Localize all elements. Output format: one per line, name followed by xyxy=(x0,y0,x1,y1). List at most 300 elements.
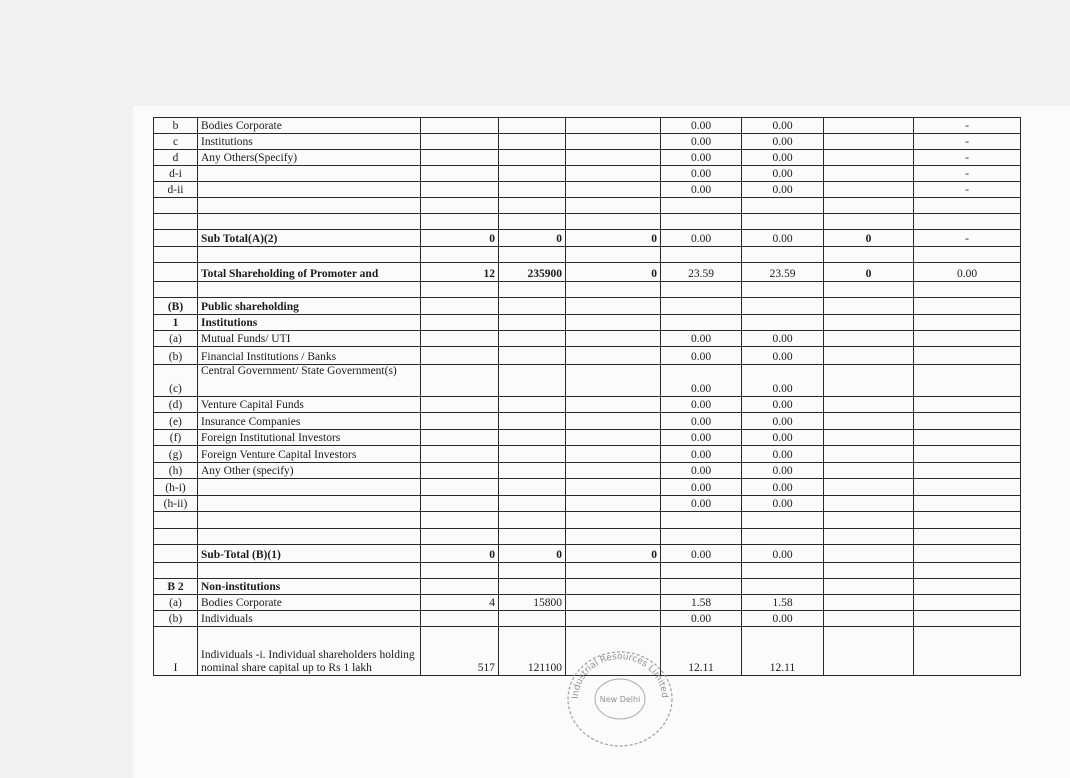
shares-pledged-cell xyxy=(824,627,914,676)
shares-pledged-cell xyxy=(824,413,914,430)
pledged-percent-cell xyxy=(914,563,1021,579)
percent-of-a-b-c-cell: 23.59 xyxy=(742,263,824,282)
table-row xyxy=(154,182,1021,198)
category-label-cell: Institutions xyxy=(198,134,421,150)
row-id-cell: c xyxy=(154,134,198,150)
table-row xyxy=(154,496,1021,512)
demat-shares-cell xyxy=(566,247,661,263)
row-id-cell: (b) xyxy=(154,347,198,365)
row-id-cell: (h) xyxy=(154,463,198,479)
table-row xyxy=(154,479,1021,496)
percent-of-a-b-c-cell: 0.00 xyxy=(742,182,824,198)
total-shares-cell xyxy=(499,611,566,627)
demat-shares-cell xyxy=(566,166,661,182)
table-row xyxy=(154,118,1021,134)
percent-of-a-b-c-cell xyxy=(742,579,824,595)
shares-pledged-cell xyxy=(824,496,914,512)
demat-shares-cell xyxy=(566,134,661,150)
row-id-cell: (e) xyxy=(154,413,198,430)
category-label-cell: Non-institutions xyxy=(198,579,421,595)
table-row xyxy=(154,579,1021,595)
percent-of-a-b-cell: 0.00 xyxy=(661,397,742,413)
percent-of-a-b-cell: 0.00 xyxy=(661,479,742,496)
shareholder-count-cell xyxy=(421,529,499,545)
demat-shares-cell xyxy=(566,282,661,298)
total-shares-cell: 0 xyxy=(499,545,566,563)
percent-of-a-b-cell: 0.00 xyxy=(661,463,742,479)
table-row xyxy=(154,263,1021,282)
pledged-percent-cell xyxy=(914,331,1021,347)
table-row xyxy=(154,214,1021,230)
demat-shares-cell xyxy=(566,298,661,315)
category-label-cell xyxy=(198,247,421,263)
total-shares-cell xyxy=(499,529,566,545)
category-label-cell: Venture Capital Funds xyxy=(198,397,421,413)
demat-shares-cell xyxy=(566,118,661,134)
pledged-percent-cell xyxy=(914,529,1021,545)
percent-of-a-b-cell: 0.00 xyxy=(661,331,742,347)
shares-pledged-cell xyxy=(824,563,914,579)
pledged-percent-cell xyxy=(914,579,1021,595)
total-shares-cell xyxy=(499,496,566,512)
table-row xyxy=(154,134,1021,150)
category-label-cell xyxy=(198,479,421,496)
demat-shares-cell xyxy=(566,150,661,166)
percent-of-a-b-cell xyxy=(661,298,742,315)
category-label-cell: Any Others(Specify) xyxy=(198,150,421,166)
shareholder-count-cell xyxy=(421,611,499,627)
pledged-percent-cell xyxy=(914,611,1021,627)
shareholder-count-cell xyxy=(421,463,499,479)
total-shares-cell xyxy=(499,198,566,214)
pledged-percent-cell xyxy=(914,214,1021,230)
shareholder-count-cell xyxy=(421,118,499,134)
demat-shares-cell xyxy=(566,463,661,479)
shares-pledged-cell xyxy=(824,182,914,198)
shareholder-count-cell xyxy=(421,446,499,463)
category-label-cell: Bodies Corporate xyxy=(198,595,421,611)
percent-of-a-b-cell: 0.00 xyxy=(661,545,742,563)
stamp-center-text: New Delhi xyxy=(599,695,641,704)
category-label-cell xyxy=(198,166,421,182)
percent-of-a-b-cell: 1.58 xyxy=(661,595,742,611)
percent-of-a-b-cell xyxy=(661,563,742,579)
row-id-cell: b xyxy=(154,118,198,134)
demat-shares-cell xyxy=(566,579,661,595)
shares-pledged-cell xyxy=(824,397,914,413)
percent-of-a-b-c-cell xyxy=(742,198,824,214)
row-id-cell: (h-ii) xyxy=(154,496,198,512)
shares-pledged-cell xyxy=(824,595,914,611)
category-label-cell xyxy=(198,214,421,230)
row-id-cell xyxy=(154,563,198,579)
percent-of-a-b-c-cell: 0.00 xyxy=(742,545,824,563)
percent-of-a-b-cell: 0.00 xyxy=(661,134,742,150)
pledged-percent-cell xyxy=(914,397,1021,413)
table-row xyxy=(154,150,1021,166)
demat-shares-cell xyxy=(566,595,661,611)
percent-of-a-b-c-cell: 0.00 xyxy=(742,430,824,446)
category-label-cell: Individuals -i. Individual shareholders holding nominal share capital up to Rs 1 lakh xyxy=(198,627,421,676)
shareholder-count-cell: 12 xyxy=(421,263,499,282)
category-label-cell: Individuals xyxy=(198,611,421,627)
table-body xyxy=(154,118,1021,676)
category-label-cell: Public shareholding xyxy=(198,298,421,315)
percent-of-a-b-c-cell: 0.00 xyxy=(742,118,824,134)
percent-of-a-b-c-cell xyxy=(742,512,824,529)
demat-shares-cell xyxy=(566,446,661,463)
table-row xyxy=(154,563,1021,579)
table-row xyxy=(154,611,1021,627)
percent-of-a-b-c-cell xyxy=(742,247,824,263)
shareholder-count-cell: 0 xyxy=(421,545,499,563)
shares-pledged-cell xyxy=(824,545,914,563)
percent-of-a-b-cell: 23.59 xyxy=(661,263,742,282)
row-id-cell: B 2 xyxy=(154,579,198,595)
total-shares-cell xyxy=(499,182,566,198)
percent-of-a-b-cell: 0.00 xyxy=(661,611,742,627)
percent-of-a-b-cell: 0.00 xyxy=(661,150,742,166)
table-row xyxy=(154,331,1021,347)
table-row xyxy=(154,413,1021,430)
row-id-cell: (B) xyxy=(154,298,198,315)
demat-shares-cell xyxy=(566,496,661,512)
pledged-percent-cell xyxy=(914,479,1021,496)
shareholder-count-cell xyxy=(421,347,499,365)
pledged-percent-cell xyxy=(914,198,1021,214)
shareholder-count-cell: 4 xyxy=(421,595,499,611)
table-row xyxy=(154,365,1021,397)
percent-of-a-b-c-cell: 0.00 xyxy=(742,496,824,512)
table-row xyxy=(154,166,1021,182)
table-row xyxy=(154,315,1021,331)
pledged-percent-cell xyxy=(914,430,1021,446)
row-id-cell: (a) xyxy=(154,595,198,611)
row-id-cell: I xyxy=(154,627,198,676)
shareholder-count-cell xyxy=(421,315,499,331)
shares-pledged-cell xyxy=(824,512,914,529)
pledged-percent-cell xyxy=(914,247,1021,263)
shares-pledged-cell xyxy=(824,198,914,214)
percent-of-a-b-c-cell: 12.11 xyxy=(742,627,824,676)
percent-of-a-b-c-cell: 0.00 xyxy=(742,397,824,413)
table-row xyxy=(154,298,1021,315)
pledged-percent-cell xyxy=(914,282,1021,298)
shareholder-count-cell xyxy=(421,579,499,595)
total-shares-cell xyxy=(499,298,566,315)
shares-pledged-cell xyxy=(824,247,914,263)
pledged-percent-cell xyxy=(914,413,1021,430)
shareholder-count-cell xyxy=(421,134,499,150)
percent-of-a-b-cell xyxy=(661,512,742,529)
demat-shares-cell xyxy=(566,413,661,430)
percent-of-a-b-cell xyxy=(661,282,742,298)
total-shares-cell xyxy=(499,315,566,331)
category-label-cell: Any Other (specify) xyxy=(198,463,421,479)
table-row xyxy=(154,512,1021,529)
percent-of-a-b-c-cell xyxy=(742,282,824,298)
demat-shares-cell xyxy=(566,397,661,413)
row-id-cell: (d) xyxy=(154,397,198,413)
percent-of-a-b-cell: 0.00 xyxy=(661,230,742,247)
row-id-cell: (a) xyxy=(154,331,198,347)
demat-shares-cell xyxy=(566,182,661,198)
shareholder-count-cell xyxy=(421,331,499,347)
percent-of-a-b-cell: 0.00 xyxy=(661,365,742,397)
shareholder-count-cell xyxy=(421,214,499,230)
category-label-cell: Financial Institutions / Banks xyxy=(198,347,421,365)
pledged-percent-cell: - xyxy=(914,134,1021,150)
total-shares-cell xyxy=(499,479,566,496)
percent-of-a-b-c-cell: 1.58 xyxy=(742,595,824,611)
row-id-cell xyxy=(154,263,198,282)
shareholder-count-cell xyxy=(421,365,499,397)
shareholder-count-cell: 517 xyxy=(421,627,499,676)
pledged-percent-cell xyxy=(914,595,1021,611)
row-id-cell: (b) xyxy=(154,611,198,627)
percent-of-a-b-cell: 0.00 xyxy=(661,166,742,182)
percent-of-a-b-c-cell: 0.00 xyxy=(742,331,824,347)
row-id-cell: d-i xyxy=(154,166,198,182)
pledged-percent-cell xyxy=(914,627,1021,676)
total-shares-cell xyxy=(499,150,566,166)
shares-pledged-cell xyxy=(824,479,914,496)
demat-shares-cell xyxy=(566,331,661,347)
percent-of-a-b-c-cell: 0.00 xyxy=(742,150,824,166)
total-shares-cell xyxy=(499,134,566,150)
table-row xyxy=(154,282,1021,298)
total-shares-cell xyxy=(499,413,566,430)
percent-of-a-b-cell xyxy=(661,247,742,263)
svg-text:Industrial Resources Limited xyxy=(571,652,669,699)
shareholder-count-cell xyxy=(421,397,499,413)
shareholder-count-cell xyxy=(421,563,499,579)
percent-of-a-b-cell: 0.00 xyxy=(661,430,742,446)
shares-pledged-cell: 0 xyxy=(824,263,914,282)
percent-of-a-b-cell: 0.00 xyxy=(661,118,742,134)
category-label-cell: Sub-Total (B)(1) xyxy=(198,545,421,563)
pledged-percent-cell: - xyxy=(914,166,1021,182)
shares-pledged-cell xyxy=(824,331,914,347)
table-row xyxy=(154,347,1021,365)
category-label-cell xyxy=(198,529,421,545)
category-label-cell xyxy=(198,512,421,529)
table-row xyxy=(154,529,1021,545)
table-row xyxy=(154,545,1021,563)
shares-pledged-cell: 0 xyxy=(824,230,914,247)
category-label-cell: Insurance Companies xyxy=(198,413,421,430)
total-shares-cell xyxy=(499,365,566,397)
category-label-cell: Bodies Corporate xyxy=(198,118,421,134)
shareholder-count-cell: 0 xyxy=(421,230,499,247)
total-shares-cell xyxy=(499,166,566,182)
shareholder-count-cell xyxy=(421,512,499,529)
row-id-cell xyxy=(154,529,198,545)
total-shares-cell: 235900 xyxy=(499,263,566,282)
shareholder-count-cell xyxy=(421,198,499,214)
category-label-cell xyxy=(198,496,421,512)
pledged-percent-cell xyxy=(914,463,1021,479)
percent-of-a-b-cell xyxy=(661,579,742,595)
pledged-percent-cell xyxy=(914,446,1021,463)
shareholder-count-cell xyxy=(421,182,499,198)
shares-pledged-cell xyxy=(824,347,914,365)
total-shares-cell: 15800 xyxy=(499,595,566,611)
shares-pledged-cell xyxy=(824,214,914,230)
table-row xyxy=(154,230,1021,247)
demat-shares-cell: 0 xyxy=(566,230,661,247)
total-shares-cell xyxy=(499,463,566,479)
pledged-percent-cell xyxy=(914,512,1021,529)
pledged-percent-cell xyxy=(914,315,1021,331)
percent-of-a-b-cell xyxy=(661,198,742,214)
shareholder-count-cell xyxy=(421,282,499,298)
total-shares-cell: 0 xyxy=(499,230,566,247)
shareholder-count-cell xyxy=(421,413,499,430)
demat-shares-cell xyxy=(566,198,661,214)
total-shares-cell xyxy=(499,579,566,595)
shares-pledged-cell xyxy=(824,282,914,298)
company-seal-stamp xyxy=(564,650,676,748)
percent-of-a-b-cell: 12.11 xyxy=(661,627,742,676)
shares-pledged-cell xyxy=(824,446,914,463)
percent-of-a-b-c-cell: 0.00 xyxy=(742,446,824,463)
row-id-cell: d xyxy=(154,150,198,166)
row-id-cell xyxy=(154,198,198,214)
shares-pledged-cell xyxy=(824,430,914,446)
table-row xyxy=(154,446,1021,463)
row-id-cell: d-ii xyxy=(154,182,198,198)
row-id-cell xyxy=(154,214,198,230)
total-shares-cell: 121100 xyxy=(499,627,566,676)
total-shares-cell xyxy=(499,347,566,365)
category-label-cell: Institutions xyxy=(198,315,421,331)
pledged-percent-cell: - xyxy=(914,230,1021,247)
total-shares-cell xyxy=(499,397,566,413)
table-row xyxy=(154,247,1021,263)
shares-pledged-cell xyxy=(824,529,914,545)
total-shares-cell xyxy=(499,247,566,263)
percent-of-a-b-cell: 0.00 xyxy=(661,347,742,365)
shares-pledged-cell xyxy=(824,315,914,331)
percent-of-a-b-c-cell xyxy=(742,214,824,230)
pledged-percent-cell: 0.00 xyxy=(914,263,1021,282)
demat-shares-cell xyxy=(566,563,661,579)
percent-of-a-b-cell: 0.00 xyxy=(661,496,742,512)
shareholder-count-cell xyxy=(421,247,499,263)
shares-pledged-cell xyxy=(824,166,914,182)
row-id-cell xyxy=(154,282,198,298)
pledged-percent-cell: - xyxy=(914,118,1021,134)
row-id-cell xyxy=(154,230,198,247)
total-shares-cell xyxy=(499,331,566,347)
shareholder-count-cell xyxy=(421,298,499,315)
table-row xyxy=(154,198,1021,214)
row-id-cell xyxy=(154,545,198,563)
demat-shares-cell: 0 xyxy=(566,545,661,563)
percent-of-a-b-c-cell xyxy=(742,298,824,315)
row-id-cell: (g) xyxy=(154,446,198,463)
total-shares-cell xyxy=(499,563,566,579)
percent-of-a-b-c-cell: 0.00 xyxy=(742,413,824,430)
percent-of-a-b-cell xyxy=(661,529,742,545)
demat-shares-cell xyxy=(566,214,661,230)
demat-shares-cell xyxy=(566,315,661,331)
shareholding-pattern-table xyxy=(153,117,1021,676)
demat-shares-cell xyxy=(566,529,661,545)
shares-pledged-cell xyxy=(824,611,914,627)
demat-shares-cell: 0 xyxy=(566,263,661,282)
pledged-percent-cell xyxy=(914,545,1021,563)
shares-pledged-cell xyxy=(824,463,914,479)
row-id-cell: (c) xyxy=(154,365,198,397)
shareholder-count-cell xyxy=(421,166,499,182)
percent-of-a-b-cell xyxy=(661,315,742,331)
table-row xyxy=(154,397,1021,413)
demat-shares-cell xyxy=(566,512,661,529)
percent-of-a-b-c-cell: 0.00 xyxy=(742,347,824,365)
shares-pledged-cell xyxy=(824,150,914,166)
percent-of-a-b-c-cell: 0.00 xyxy=(742,166,824,182)
shares-pledged-cell xyxy=(824,365,914,397)
pledged-percent-cell xyxy=(914,347,1021,365)
category-label-cell xyxy=(198,198,421,214)
category-label-cell: Mutual Funds/ UTI xyxy=(198,331,421,347)
total-shares-cell xyxy=(499,446,566,463)
total-shares-cell xyxy=(499,430,566,446)
category-label-cell: Total Shareholding of Promoter and xyxy=(198,263,421,282)
pledged-percent-cell xyxy=(914,298,1021,315)
percent-of-a-b-c-cell: 0.00 xyxy=(742,463,824,479)
row-id-cell xyxy=(154,247,198,263)
percent-of-a-b-c-cell: 0.00 xyxy=(742,479,824,496)
total-shares-cell xyxy=(499,118,566,134)
table-row xyxy=(154,595,1021,611)
category-label-cell xyxy=(198,563,421,579)
row-id-cell xyxy=(154,512,198,529)
category-label-cell: Sub Total(A)(2) xyxy=(198,230,421,247)
table-row xyxy=(154,430,1021,446)
demat-shares-cell xyxy=(566,365,661,397)
shareholder-count-cell xyxy=(421,430,499,446)
table-row xyxy=(154,463,1021,479)
percent-of-a-b-c-cell: 0.00 xyxy=(742,230,824,247)
percent-of-a-b-c-cell xyxy=(742,563,824,579)
percent-of-a-b-cell: 0.00 xyxy=(661,446,742,463)
demat-shares-cell xyxy=(566,430,661,446)
demat-shares-cell xyxy=(566,611,661,627)
shareholder-count-cell xyxy=(421,479,499,496)
category-label-cell: Foreign Institutional Investors xyxy=(198,430,421,446)
row-id-cell: (h-i) xyxy=(154,479,198,496)
percent-of-a-b-c-cell: 0.00 xyxy=(742,365,824,397)
shares-pledged-cell xyxy=(824,118,914,134)
shares-pledged-cell xyxy=(824,298,914,315)
demat-shares-cell xyxy=(566,347,661,365)
category-label-cell xyxy=(198,282,421,298)
percent-of-a-b-cell: 0.00 xyxy=(661,413,742,430)
percent-of-a-b-c-cell xyxy=(742,315,824,331)
percent-of-a-b-c-cell xyxy=(742,529,824,545)
percent-of-a-b-cell: 0.00 xyxy=(661,182,742,198)
stamp-ring-text: Industrial Resources Limited xyxy=(570,651,670,700)
category-label-cell xyxy=(198,182,421,198)
row-id-cell: 1 xyxy=(154,315,198,331)
percent-of-a-b-c-cell: 0.00 xyxy=(742,611,824,627)
demat-shares-cell xyxy=(566,479,661,496)
pledged-percent-cell xyxy=(914,496,1021,512)
total-shares-cell xyxy=(499,214,566,230)
